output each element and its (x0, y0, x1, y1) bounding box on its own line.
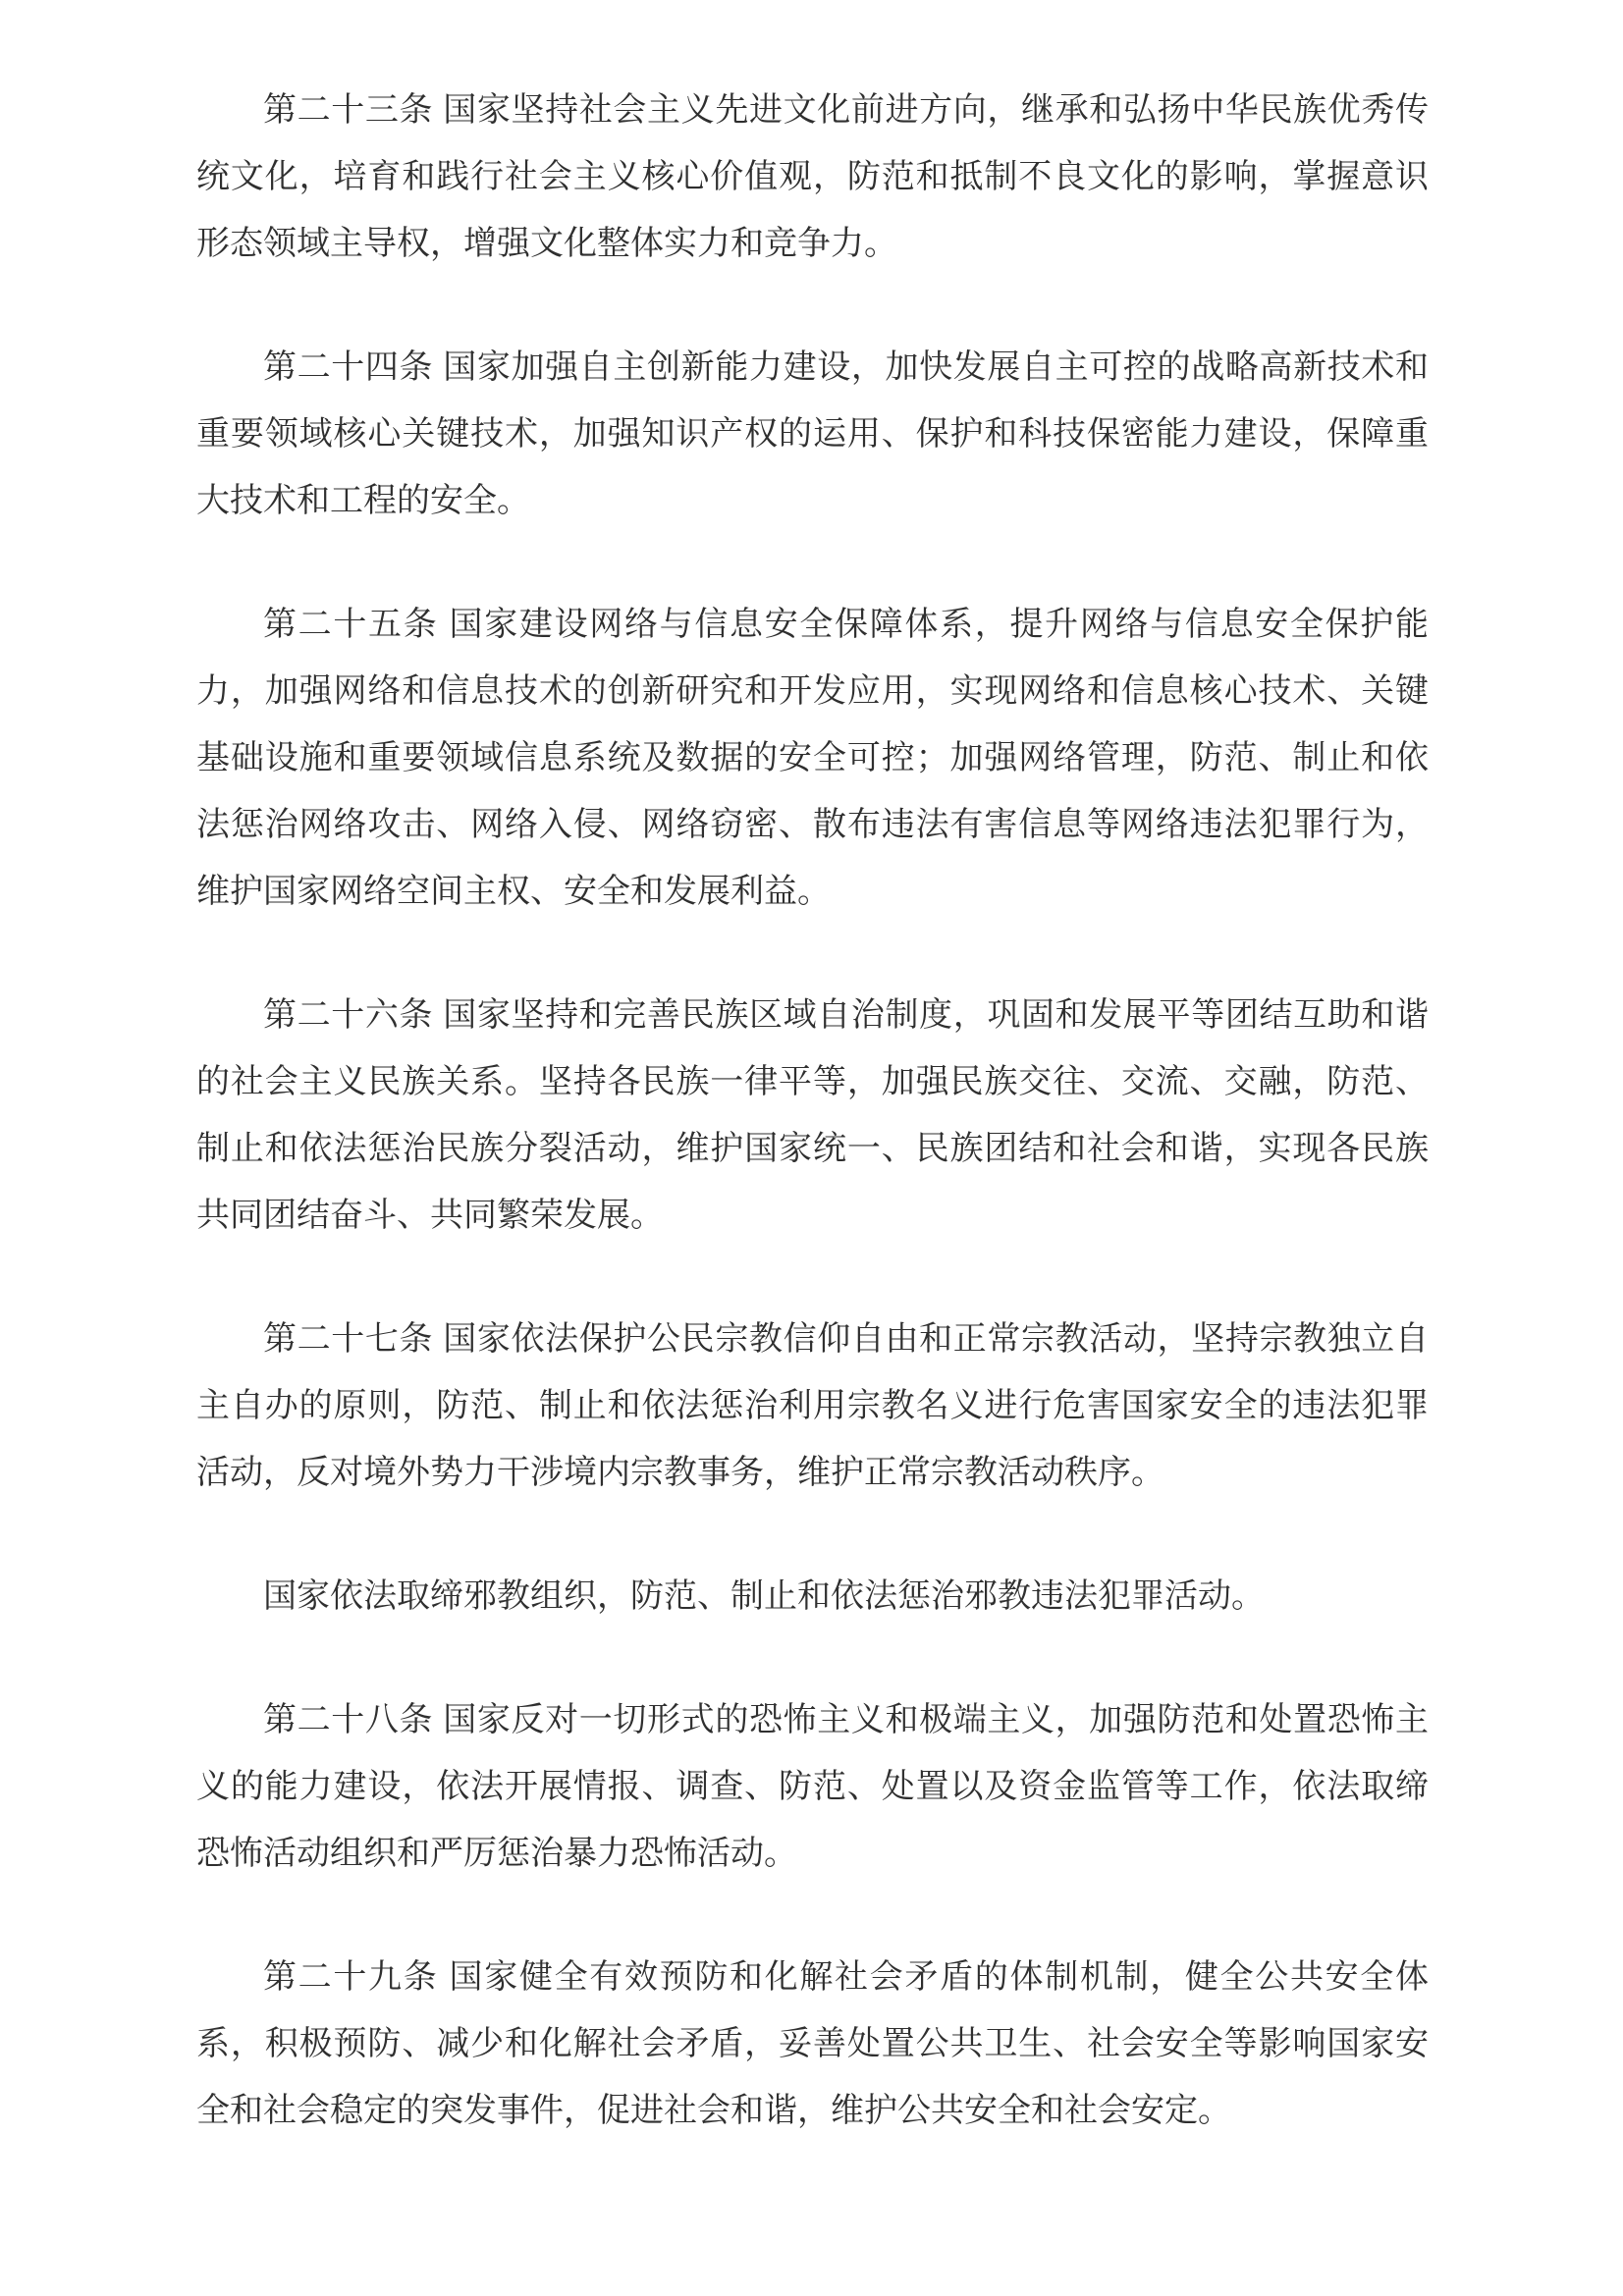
paragraph-article-26: 第二十六条 国家坚持和完善民族区域自治制度，巩固和发展平等团结互助和谐的社会主义民族关系。坚持各民族一律平等，加强民族交往、交流、交融，防范、制止和依法惩治民族分裂活动，维护国家统一、民族团结和社会和谐，实现各民族共同团结奋斗、共同繁荣发展。 (196, 996, 1429, 1234)
paragraph-article-29: 第二十九条 国家健全有效预防和化解社会矛盾的体制机制，健全公共安全体系，积极预防、减少和化解社会矛盾，妥善处置公共卫生、社会安全等影响国家安全和社会稳定的突发事件，促进社会和谐，维护公共安全和社会安定。 (196, 1958, 1429, 2129)
paragraph-article-27: 第二十七条 国家依法保护公民宗教信仰自由和正常宗教活动，坚持宗教独立自主自办的原则，防范、制止和依法惩治利用宗教名义进行危害国家安全的违法犯罪活动，反对境外势力干涉境内宗教事务，维护正常宗教活动秩序。 (196, 1320, 1429, 1491)
paragraph-article-28: 第二十八条 国家反对一切形式的恐怖主义和极端主义，加强防范和处置恐怖主义的能力建设，依法开展情报、调查、防范、处置以及资金监管等工作，依法取缔恐怖活动组织和严厉惩治暴力恐怖活动。 (196, 1701, 1429, 1872)
paragraph-article-25: 第二十五条 国家建设网络与信息安全保障体系，提升网络与信息安全保护能力，加强网络和信息技术的创新研究和开发应用，实现网络和信息核心技术、关键基础设施和重要领域信息系统及数据的安全可控；加强网络管理，防范、制止和依法惩治网络攻击、网络入侵、网络窃密、散布违法有害信息等网络违法犯罪行为，维护国家网络空间主权、安全和发展利益。 (196, 606, 1429, 910)
document-page (196, 77, 1429, 2144)
paragraph-article-23: 第二十三条 国家坚持社会主义先进文化前进方向，继承和弘扬中华民族优秀传统文化，培育和践行社会主义核心价值观，防范和抵制不良文化的影响，掌握意识形态领域主导权，增强文化整体实力和竞争力。 (196, 91, 1429, 262)
paragraph-article-24: 第二十四条 国家加强自主创新能力建设，加快发展自主可控的战略高新技术和重要领域核心关键技术，加强知识产权的运用、保护和科技保密能力建设，保障重大技术和工程的安全。 (196, 348, 1429, 519)
paragraph-article-27-continuation: 国家依法取缔邪教组织，防范、制止和依法惩治邪教违法犯罪活动。 (263, 1577, 1265, 1615)
